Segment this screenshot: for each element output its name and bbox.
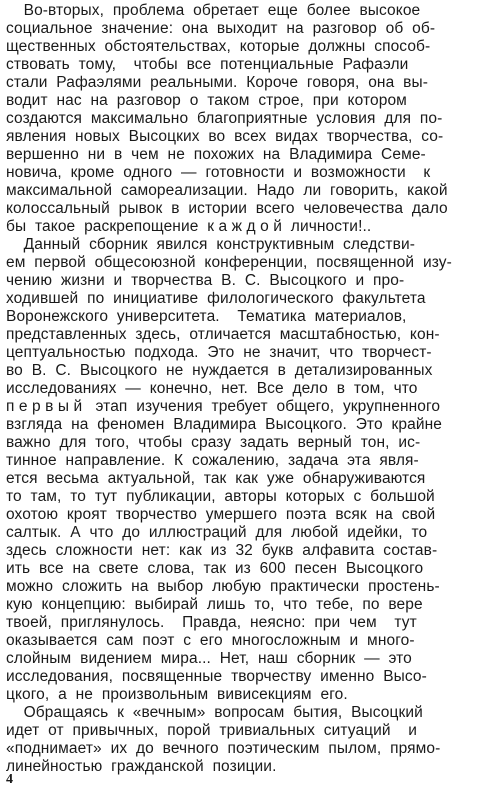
text-line: Во-вторых, проблема обретает еще более высокое <box>6 2 421 19</box>
text-line: Данный сборник явился конструктивным следстви- <box>6 236 415 253</box>
text-line: колоссальный рывок в истории всего человечества дало <box>6 200 448 217</box>
text-line: создаются максимально благоприятные условия для по- <box>6 110 443 127</box>
text-line: Обращаясь к «вечным» вопросам бытия, Высоцкий <box>6 704 423 721</box>
text-line: линейностью гражданской позиции. <box>6 758 277 775</box>
text-line: слойным видением мира... Нет, наш сборник — это <box>6 650 412 667</box>
text-line: чению жизни и творчества В. С. Высоцкого и про- <box>6 272 405 289</box>
text-line: исследования, посвященные творчеству именно Высо- <box>6 668 427 685</box>
text-line: ется весьма актуальной, так как уже обнаруживаются <box>6 470 426 487</box>
text-line: ходившей по инициативе филологического факультета <box>6 290 426 307</box>
text-line: салтык. А что до иллюстраций для любой идейки, то <box>6 524 428 541</box>
text-line: цептуальностью подхода. Это не значит, что творчест- <box>6 344 432 361</box>
text-line: водит нас на разговор о таком строе, при котором <box>6 92 407 109</box>
text-line: тинное направление. К сожалению, задача эта явля- <box>6 452 419 469</box>
text-line: важно для того, чтобы сразу задать верный тон, ис- <box>6 434 421 451</box>
text-line: можно сложить на выбор любую практически простень- <box>6 578 440 595</box>
text-line: представленных здесь, отличается масштабностью, кон- <box>6 326 440 343</box>
text-line: вершенно ни в чем не похожих на Владимира Семе- <box>6 146 426 163</box>
text-line: стали Рафаэлями реальными. Короче говоря, она вы- <box>6 74 428 91</box>
text-line: новича, кроме одного — готовности и возможности к <box>6 164 431 181</box>
text-line: исследованиях — конечно, нет. Все дело в том, что <box>6 380 418 397</box>
text-line: «поднимает» их до вечного поэтическим пылом, прямо- <box>6 740 441 757</box>
text-line: ствовать тому, чтобы все потенциальные Рафаэли <box>6 56 409 73</box>
text-line: твоей, приглянулось. Правда, неясно: при чем тут <box>6 614 417 631</box>
text-line: Воронежского университета. Тематика материалов, <box>6 308 407 325</box>
text-line: социальное значение: она выходит на разговор об об- <box>6 20 436 37</box>
text-line: щественных обстоятельствах, которые должны способ- <box>6 38 431 55</box>
text-line: кую концепцию: выбирай лишь то, что тебе, по вере <box>6 596 423 613</box>
text-line: максимальной самореализации. Надо ли говорить, какой <box>6 182 448 199</box>
text-line: ить все на свете слова, так из 600 песен Высоцкого <box>6 560 424 577</box>
text-line: п е р в ы й этап изучения требует общего, укрупненного <box>6 398 441 415</box>
text-line: явления новых Высоцких во всех видах творчества, со- <box>6 128 444 145</box>
text-line: цкого, а не произвольным вивисекциям его. <box>6 686 348 703</box>
text-line: здесь сложности нет: как из 32 букв алфавита состав- <box>6 542 438 559</box>
text-line: ем первой общесоюзной конференции, посвященной изу- <box>6 254 452 271</box>
page-number: 4 <box>6 772 13 787</box>
text-line: идет от привычных, порой тривиальных ситуаций и <box>6 722 418 739</box>
text-line: во В. С. Высоцкого не нуждается в детализированных <box>6 362 433 379</box>
text-line: оказывается сам поэт с его многосложным и много- <box>6 632 415 649</box>
text-line: то там, то тут публикации, авторы которых с большой <box>6 488 435 505</box>
text-line: бы такое раскрепощение к а ж д о й личности!.. <box>6 218 372 235</box>
text-line: охотою кроят творчество умершего поэта всяк на свой <box>6 506 436 523</box>
text-line: взгляда на феномен Владимира Высоцкого. Это крайне <box>6 416 442 433</box>
